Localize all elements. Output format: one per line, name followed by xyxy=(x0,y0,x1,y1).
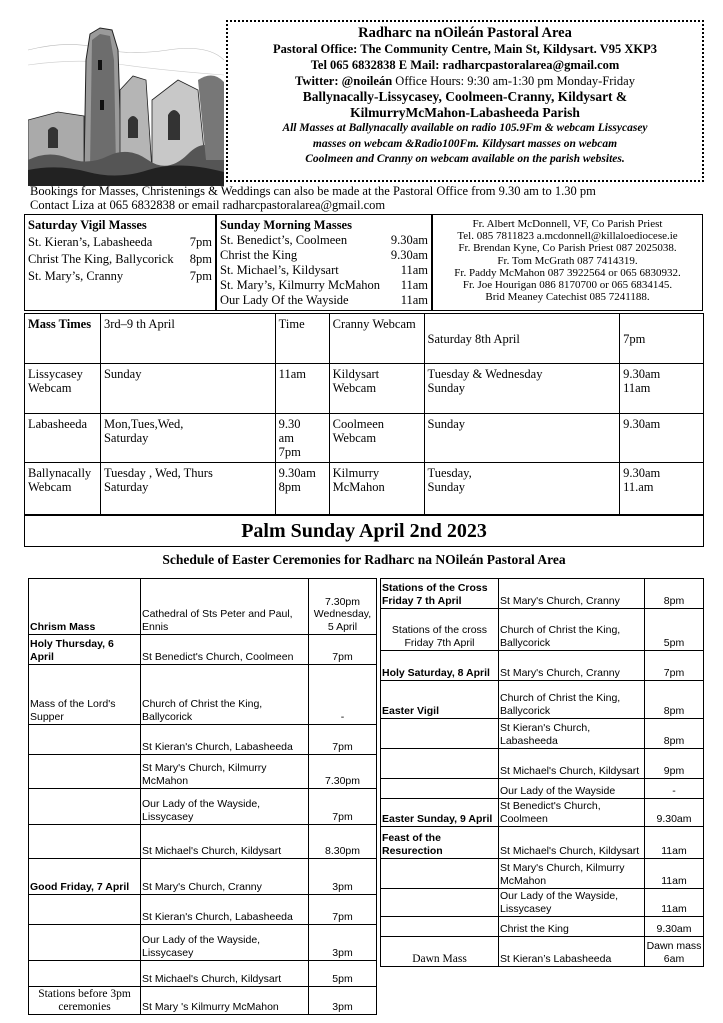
pastoral-area-title: Radharc na nOileán Pastoral Area xyxy=(358,25,572,41)
table-cell: Sunday xyxy=(424,414,620,463)
table-cell: 9.30 am 7pm xyxy=(275,414,329,463)
table-row xyxy=(29,895,377,925)
table-row xyxy=(29,825,377,859)
table-cell: Tuesday & Wednesday Sunday xyxy=(424,364,620,414)
table-cell: 8pm xyxy=(645,719,704,749)
table-row xyxy=(25,463,704,515)
table-cell: Our Lady of the Wayside, Lissycasey xyxy=(499,889,645,917)
table-row xyxy=(29,579,377,635)
table-cell: Holy Saturday, 8 April xyxy=(381,651,499,681)
table-cell: Tuesday, Sunday xyxy=(424,463,620,515)
table-cell: 9.30am 11am xyxy=(620,364,704,414)
table-cell xyxy=(29,725,141,755)
table-cell: Christ the King xyxy=(499,917,645,937)
table-cell: Easter Sunday, 9 April xyxy=(381,799,499,827)
table-cell: 8.30pm xyxy=(309,825,377,859)
table-cell: Chrism Mass xyxy=(29,579,141,635)
table-row xyxy=(381,859,704,889)
table-row xyxy=(381,937,704,967)
table-row xyxy=(381,719,704,749)
pastoral-office-address: Pastoral Office: The Community Centre, Main St, Kildysart. V95 XKP3 xyxy=(273,42,657,56)
clergy-line: Fr. Albert McDonnell, VF, Co Parish Priest xyxy=(472,218,663,230)
sunday-morning-heading: Sunday Morning Masses xyxy=(220,218,352,232)
table-row xyxy=(381,681,704,719)
table-row xyxy=(381,579,704,609)
table-row xyxy=(29,665,377,725)
table-cell: Ballynacally Webcam xyxy=(25,463,101,515)
table-cell: Kildysart Webcam xyxy=(329,364,424,414)
table-row xyxy=(29,859,377,895)
table-cell: Stations of the cross Friday 7th April xyxy=(381,609,499,651)
church-ruin-illustration xyxy=(28,20,224,186)
table-cell: 7pm xyxy=(309,895,377,925)
bookings-notice xyxy=(30,184,710,212)
table-cell: 7pm xyxy=(645,651,704,681)
table-cell: - xyxy=(309,665,377,725)
table-cell: St Kieran's Church, Labasheeda xyxy=(141,725,309,755)
table-cell xyxy=(29,789,141,825)
table-cell xyxy=(381,779,499,799)
table-cell xyxy=(29,925,141,961)
table-cell: 3rd–9 th April xyxy=(100,314,275,364)
table-cell: Church of Christ the King, Ballycorick xyxy=(499,681,645,719)
table-cell xyxy=(29,961,141,987)
table-cell: 7pm xyxy=(620,314,704,364)
table-cell: 7.30pm Wednesday, 5 April xyxy=(309,579,377,635)
table-cell: St Michael's Church, Kildysart xyxy=(499,749,645,779)
saturday-vigil-box xyxy=(24,214,216,311)
table-cell: Our Lady of the Wayside, Lissycasey xyxy=(141,925,309,961)
table-cell xyxy=(29,825,141,859)
clergy-contacts-box xyxy=(432,214,703,311)
table-cell: 11am xyxy=(645,889,704,917)
table-cell: 9.30am 8pm xyxy=(275,463,329,515)
table-cell: Mass Times xyxy=(25,314,101,364)
table-cell xyxy=(29,755,141,789)
table-cell: St Mary's Church, Kilmurry McMahon xyxy=(499,859,645,889)
sunday-morning-box xyxy=(216,214,432,311)
vigil-item: St. Mary’s, Cranny 7pm xyxy=(28,269,212,283)
table-cell: 9.30am xyxy=(645,917,704,937)
table-cell: Stations before 3pm ceremonies xyxy=(29,987,141,1015)
table-cell: Time xyxy=(275,314,329,364)
table-row xyxy=(29,635,377,665)
contact-phone-email: Tel 065 6832838 E Mail: radharcpastoralarea@gmail.com xyxy=(310,58,620,72)
clergy-line: Fr. Paddy McMahon 087 3922564 or 065 6830932. xyxy=(454,266,681,279)
bookings-line-2: Contact Liza at 065 6832838 or email radharcpastoralarea@gmail.com xyxy=(30,198,386,212)
table-cell: 9pm xyxy=(645,749,704,779)
bookings-line-1: Bookings for Masses, Christenings & Weddings can also be made at the Pastoral Office from 9.30 am to 1.30 pm xyxy=(30,184,596,198)
table-cell: Stations of the Cross Friday 7 th April xyxy=(381,579,499,609)
table-row xyxy=(25,414,704,463)
table-cell: 7pm xyxy=(309,635,377,665)
table-cell: Mon,Tues,Wed, Saturday xyxy=(100,414,275,463)
table-cell: 9.30am 11.am xyxy=(620,463,704,515)
twitter-and-hours xyxy=(228,73,702,89)
table-cell: - xyxy=(645,779,704,799)
table-cell: Labasheeda xyxy=(25,414,101,463)
table-cell: St Mary's Church, Cranny xyxy=(499,651,645,681)
vigil-item: Christ The King, Ballycorick 8pm xyxy=(28,252,212,266)
table-row xyxy=(381,609,704,651)
table-cell xyxy=(381,859,499,889)
table-row xyxy=(381,917,704,937)
pastoral-header-box xyxy=(226,20,704,182)
table-cell: St Michael's Church, Kildysart xyxy=(141,961,309,987)
table-cell: 11am xyxy=(645,827,704,859)
table-cell: Our Lady of the Wayside, Lissycasey xyxy=(141,789,309,825)
table-row xyxy=(29,725,377,755)
table-cell: Cathedral of Sts Peter and Paul, Ennis xyxy=(141,579,309,635)
clergy-line: Fr. Joe Hourigan 086 8170700 or 065 6834145. xyxy=(462,279,673,292)
table-cell: Saturday 8th April xyxy=(424,314,620,364)
table-cell: St Kieran's Church, Labasheeda xyxy=(499,719,645,749)
mass-times-table xyxy=(24,313,704,515)
table-row xyxy=(25,314,704,364)
sunday-item: St. Mary’s, Kilmurry McMahon 11am xyxy=(220,278,428,292)
table-cell: Coolmeen Webcam xyxy=(329,414,424,463)
table-cell: 3pm xyxy=(309,987,377,1015)
table-cell: 7.30pm xyxy=(309,755,377,789)
palm-sunday-banner: Palm Sunday April 2nd 2023 xyxy=(24,515,704,547)
table-row xyxy=(381,799,704,827)
table-cell: 3pm xyxy=(309,859,377,895)
clergy-line: Tel. 085 7811823 a.mcdonnell@killaloediocese.ie xyxy=(457,230,678,243)
broadcast-line-1: All Masses at Ballynacally available on radio 105.9Fm & webcam Lissycasey xyxy=(282,122,648,134)
parishes-line-2: KilmurryMcMahon-Labasheeda Parish xyxy=(350,105,580,120)
table-cell: Good Friday, 7 April xyxy=(29,859,141,895)
table-row xyxy=(29,987,377,1015)
twitter-handle: Twitter: @noileán xyxy=(295,74,393,88)
table-cell: Holy Thursday, 6 April xyxy=(29,635,141,665)
table-cell: St Michael's Church, Kildysart xyxy=(141,825,309,859)
easter-schedule-title: Schedule of Easter Ceremonies for Radharc na NOileán Pastoral Area xyxy=(162,552,566,567)
clergy-line: Brid Meaney Catechist 085 7241188. xyxy=(485,291,650,304)
table-cell xyxy=(29,895,141,925)
sunday-item: Our Lady Of the Wayside 11am xyxy=(220,293,428,307)
table-row xyxy=(381,651,704,681)
table-cell: St Mary 's Kilmurry McMahon xyxy=(141,987,309,1015)
table-cell: Feast of the Resurection xyxy=(381,827,499,859)
table-row xyxy=(381,779,704,799)
table-cell: Dawn Mass xyxy=(381,937,499,967)
easter-schedule-left xyxy=(28,578,377,1015)
table-cell: St Benedict's Church, Coolmeen xyxy=(141,635,309,665)
table-cell xyxy=(381,719,499,749)
saturday-vigil-heading: Saturday Vigil Masses xyxy=(28,218,147,232)
table-cell: Mass of the Lord's Supper xyxy=(29,665,141,725)
table-cell xyxy=(381,889,499,917)
parishes-line-1: Ballynacally-Lissycasey, Coolmeen-Cranny, Kildysart & xyxy=(302,89,628,104)
sunday-item: Christ the King 9.30am xyxy=(220,248,428,262)
table-cell: St Mary's Church, Kilmurry McMahon xyxy=(141,755,309,789)
table-cell: 9.30am xyxy=(620,414,704,463)
table-row xyxy=(29,789,377,825)
table-cell: Tuesday , Wed, Thurs Saturday xyxy=(100,463,275,515)
table-row xyxy=(381,889,704,917)
table-cell: 5pm xyxy=(645,609,704,651)
table-cell: 8pm xyxy=(645,579,704,609)
table-cell xyxy=(381,917,499,937)
vigil-item: St. Kieran’s, Labasheeda 7pm xyxy=(28,235,212,249)
table-cell: 7pm xyxy=(309,725,377,755)
table-cell: 9.30am xyxy=(645,799,704,827)
broadcast-line-3: Coolmeen and Cranny on webcam available on the parish websites. xyxy=(305,153,625,165)
table-cell: St Michael's Church, Kildysart xyxy=(499,827,645,859)
table-cell: St Kieran’s Labasheeda xyxy=(499,937,645,967)
easter-schedule-right xyxy=(380,578,704,967)
sunday-item: St. Benedict’s, Coolmeen 9.30am xyxy=(220,233,428,247)
table-cell xyxy=(381,749,499,779)
table-cell: 7pm xyxy=(309,789,377,825)
table-cell: 3pm xyxy=(309,925,377,961)
table-cell: Sunday xyxy=(100,364,275,414)
table-cell: Kilmurry McMahon xyxy=(329,463,424,515)
table-cell: 11am xyxy=(645,859,704,889)
table-row xyxy=(381,827,704,859)
table-cell: Dawn mass 6am xyxy=(645,937,704,967)
table-row xyxy=(29,925,377,961)
sunday-item: St. Michael’s, Kildysart 11am xyxy=(220,263,428,277)
table-row xyxy=(381,749,704,779)
table-cell: Church of Christ the King, Ballycorick xyxy=(499,609,645,651)
table-cell: St Benedict's Church, Coolmeen xyxy=(499,799,645,827)
table-cell: 8pm xyxy=(645,681,704,719)
table-cell: St Mary's Church, Cranny xyxy=(141,859,309,895)
table-cell: Church of Christ the King, Ballycorick xyxy=(141,665,309,725)
table-row xyxy=(25,364,704,414)
table-cell: Easter Vigil xyxy=(381,681,499,719)
broadcast-line-2: masses on webcam &Radio100Fm. Kildysart masses on webcam xyxy=(312,137,618,150)
table-row xyxy=(29,961,377,987)
clergy-line: Fr. Brendan Kyne, Co Parish Priest 087 2025038. xyxy=(458,242,677,255)
table-cell: Our Lady of the Wayside xyxy=(499,779,645,799)
table-cell: Cranny Webcam xyxy=(329,314,424,364)
office-hours: Office Hours: 9:30 am-1:30 pm Monday-Friday xyxy=(395,74,635,88)
table-row xyxy=(29,755,377,789)
table-cell: St Mary's Church, Cranny xyxy=(499,579,645,609)
table-cell: 5pm xyxy=(309,961,377,987)
table-cell: St Kieran's Church, Labasheeda xyxy=(141,895,309,925)
clergy-line: Fr. Tom McGrath 087 7414319. xyxy=(497,254,638,267)
table-cell: Lissycasey Webcam xyxy=(25,364,101,414)
table-cell: 11am xyxy=(275,364,329,414)
